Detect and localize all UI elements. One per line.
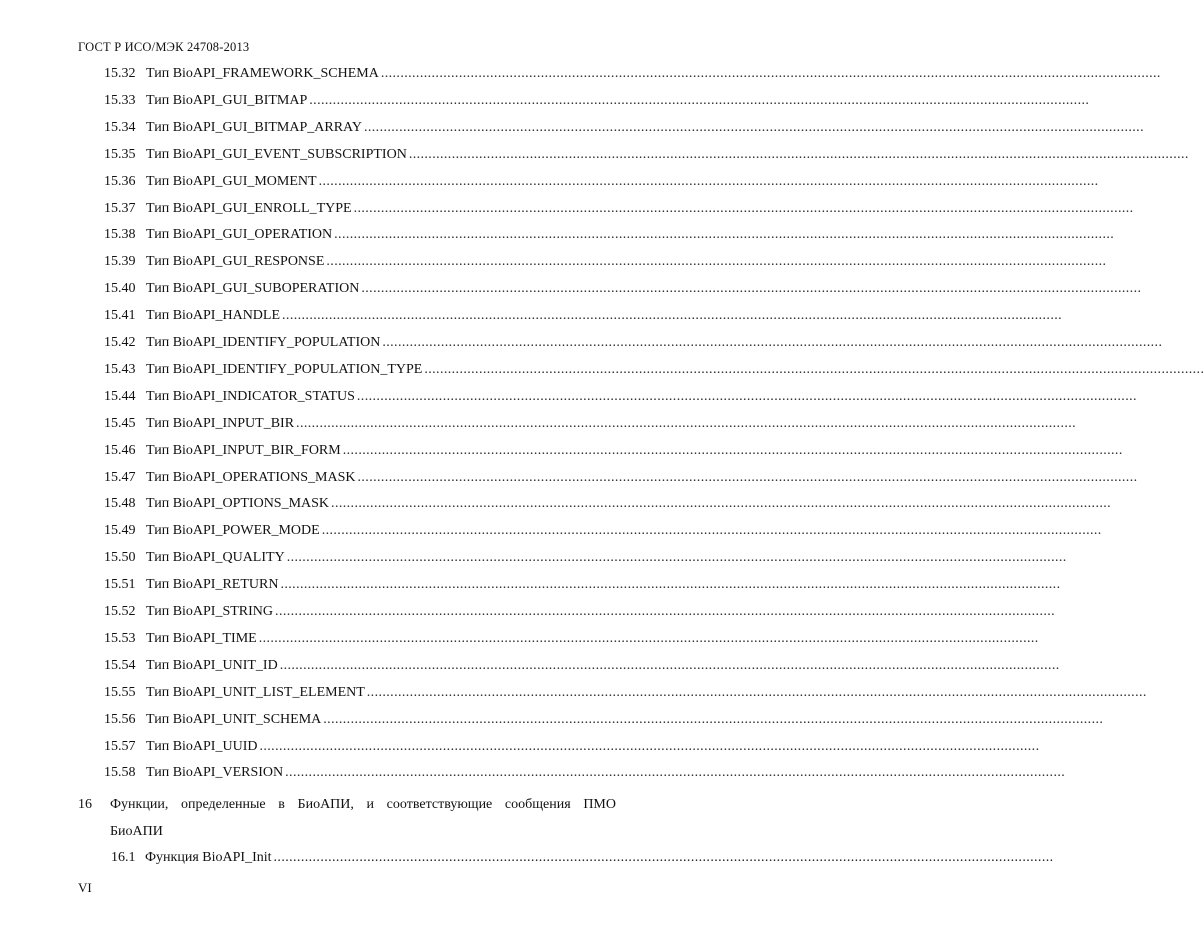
toc-entry-title: Тип BioAPI_UNIT_LIST_ELEMENT bbox=[146, 684, 365, 700]
toc-entry-number: 15.42 bbox=[104, 335, 136, 350]
toc-leader-dots: ........................................................................................................................................................................................................ bbox=[366, 684, 1147, 700]
toc-entry-title: Тип BioAPI_GUI_ENROLL_TYPE bbox=[146, 200, 352, 216]
toc-leader-dots: ........................................................................................................................................................................................................ bbox=[363, 119, 1144, 135]
toc-entry-number: 15.45 bbox=[104, 415, 136, 431]
toc-entry bbox=[104, 577, 1061, 597]
toc-entry-number: 15.41 bbox=[104, 308, 136, 324]
toc-leader-dots: ........................................................................................................................................................................................................ bbox=[342, 442, 1123, 458]
toc-leader-dots: ........................................................................................................................................................................................................ bbox=[356, 388, 1137, 404]
toc-entry-title: Тип BioAPI_GUI_BITMAP_ARRAY bbox=[146, 119, 362, 135]
toc-entry-title: Тип BioAPI_POWER_MODE bbox=[146, 523, 320, 539]
toc-entry-title: Тип BioAPI_INDICATOR_STATUS bbox=[146, 388, 355, 404]
toc-entry-number: 15.37 bbox=[104, 200, 136, 216]
toc-entry bbox=[104, 765, 1066, 785]
toc-leader-dots: ........................................................................................................................................................................................................ bbox=[361, 281, 1142, 297]
toc-entry bbox=[104, 281, 1142, 301]
toc-leader-dots: ........................................................................................................................................................................................................ bbox=[334, 227, 1115, 243]
toc-entry bbox=[104, 66, 1161, 86]
toc-leader-dots: ........................................................................................................................................................................................................ bbox=[285, 765, 1066, 781]
toc-entry bbox=[104, 92, 1090, 113]
toc-entry bbox=[104, 173, 1099, 194]
toc-entry bbox=[104, 388, 1137, 409]
toc-leader-dots: ........................................................................................................................................................................................................ bbox=[424, 361, 1204, 377]
toc-entry-title: Тип BioAPI_FRAMEWORK_SCHEMA bbox=[146, 66, 379, 81]
toc-entry bbox=[104, 684, 1147, 705]
toc-entry-number: 16.1 bbox=[111, 850, 136, 865]
toc-leader-dots: ........................................................................................................................................................................................................ bbox=[323, 711, 1104, 727]
toc-entry-number: 15.47 bbox=[104, 469, 136, 485]
toc-entry-number: 15.40 bbox=[104, 281, 136, 297]
toc-leader-dots: ........................................................................................................................................................................................................ bbox=[280, 577, 1061, 593]
running-header: ГОСТ Р ИСО/МЭК 24708-2013 bbox=[78, 40, 250, 54]
toc-leader-dots: ........................................................................................................................................................................................................ bbox=[259, 738, 1040, 754]
toc-entry-number: 15.56 bbox=[104, 711, 136, 727]
toc-entry-number: 15.46 bbox=[104, 442, 136, 458]
toc-entry bbox=[104, 604, 1056, 624]
toc-entry bbox=[104, 550, 1067, 570]
section-number: 16 bbox=[78, 797, 92, 812]
toc-entry-title: Тип BioAPI_HANDLE bbox=[146, 308, 281, 324]
toc-leader-dots: ........................................................................................................................................................................................................ bbox=[380, 66, 1161, 81]
toc-leader-dots: ........................................................................................................................................................................................................ bbox=[309, 92, 1090, 108]
toc-entry-title: Тип BioAPI_IDENTIFY_POPULATION bbox=[146, 335, 381, 350]
toc-entry bbox=[104, 496, 1112, 516]
toc-entry-number: 15.44 bbox=[104, 388, 136, 404]
toc-entry-title: Тип BioAPI_UNIT_ID bbox=[146, 657, 278, 673]
toc-entry-number: 15.32 bbox=[104, 66, 136, 81]
toc-leader-dots: ........................................................................................................................................................................................................ bbox=[357, 469, 1138, 485]
toc-leader-dots: ........................................................................................................................................................................................................ bbox=[331, 496, 1112, 512]
toc-entry-number: 15.49 bbox=[104, 523, 136, 539]
toc-entry bbox=[104, 200, 1134, 221]
toc-entry-number: 15.36 bbox=[104, 173, 136, 189]
toc-leader-dots: ........................................................................................................................................................................................................ bbox=[382, 335, 1163, 350]
toc-entry-title: Тип BioAPI_UNIT_SCHEMA bbox=[146, 711, 322, 727]
toc-entry bbox=[104, 711, 1104, 732]
toc-entry bbox=[104, 361, 1204, 382]
toc-entry-title: Тип BioAPI_TIME bbox=[146, 630, 257, 646]
toc-entry bbox=[104, 308, 1063, 328]
toc-entry-title: Тип BioAPI_GUI_SUBOPERATION bbox=[146, 281, 360, 297]
toc-entry-number: 15.53 bbox=[104, 630, 136, 646]
toc-entry-title: Тип BioAPI_GUI_BITMAP bbox=[146, 92, 308, 108]
toc-leader-dots: ........................................................................................................................................................................................................ bbox=[275, 604, 1056, 619]
toc-entry-16-1 bbox=[111, 850, 1054, 870]
toc-entry-title: Тип BioAPI_INPUT_BIR_FORM bbox=[146, 442, 341, 458]
toc-leader-dots: ........................................................................................................................................................................................................ bbox=[321, 523, 1102, 539]
toc-entry bbox=[104, 469, 1138, 490]
toc-entry-number: 15.52 bbox=[104, 604, 136, 619]
toc-entry bbox=[104, 630, 1039, 651]
toc-entry bbox=[104, 415, 1077, 436]
toc-leader-dots: ........................................................................................................................................................................................................ bbox=[286, 550, 1067, 566]
toc-leader-dots: ........................................................................................................................................................................................................ bbox=[258, 630, 1039, 646]
toc-entry-number: 15.33 bbox=[104, 92, 136, 108]
toc-entry-title: Тип BioAPI_GUI_MOMENT bbox=[146, 173, 317, 189]
toc-entry bbox=[104, 738, 1040, 759]
toc-leader-dots: ........................................................................................................................................................................................................ bbox=[353, 200, 1134, 216]
toc-entry-title: Тип BioAPI_GUI_EVENT_SUBSCRIPTION bbox=[146, 146, 407, 162]
toc-entry-number: 15.34 bbox=[104, 119, 136, 135]
toc-entry-number: 15.38 bbox=[104, 227, 136, 243]
toc-entry-number: 15.51 bbox=[104, 577, 136, 593]
section-title-line-1: Функции, определенные в БиоАПИ, и соответствующие сообщения ПМО bbox=[110, 797, 616, 812]
toc-entry-number: 15.50 bbox=[104, 550, 136, 566]
toc-leader-dots: ........................................................................................................................................................................................................ bbox=[273, 850, 1054, 865]
toc-entry bbox=[104, 119, 1144, 140]
toc-entry-title: Тип BioAPI_GUI_RESPONSE bbox=[146, 254, 325, 270]
toc-entry-title: Тип BioAPI_QUALITY bbox=[146, 550, 285, 566]
toc-entry-number: 15.54 bbox=[104, 657, 136, 673]
toc-entry-number: 15.43 bbox=[104, 361, 136, 377]
toc-entry-title: Тип BioAPI_VERSION bbox=[146, 765, 284, 781]
toc-entry-number: 15.57 bbox=[104, 738, 136, 754]
toc-entry-title: Тип BioAPI_OPTIONS_MASK bbox=[146, 496, 330, 512]
toc-entry-title: Тип BioAPI_RETURN bbox=[146, 577, 279, 593]
toc-entry-title: Тип BioAPI_INPUT_BIR bbox=[146, 415, 295, 431]
toc-entry-title: Тип BioAPI_IDENTIFY_POPULATION_TYPE bbox=[146, 361, 423, 377]
toc-entry-number: 15.35 bbox=[104, 146, 136, 162]
toc-leader-dots: ........................................................................................................................................................................................................ bbox=[318, 173, 1099, 189]
toc-entry bbox=[104, 442, 1123, 463]
toc-entry-number: 15.48 bbox=[104, 496, 136, 512]
toc-entry-number: 15.55 bbox=[104, 684, 136, 700]
section-title-line-2: БиоАПИ bbox=[110, 824, 163, 839]
toc-entry-title: Тип BioAPI_OPERATIONS_MASK bbox=[146, 469, 356, 485]
toc-entry bbox=[104, 657, 1060, 678]
toc-entry bbox=[104, 335, 1163, 355]
toc-leader-dots: ........................................................................................................................................................................................................ bbox=[326, 254, 1107, 270]
toc-entry bbox=[104, 146, 1189, 167]
toc-entry bbox=[104, 523, 1102, 543]
toc-leader-dots: ........................................................................................................................................................................................................ bbox=[279, 657, 1060, 673]
toc-entry-title: Тип BioAPI_GUI_OPERATION bbox=[146, 227, 333, 243]
toc-entry bbox=[104, 254, 1107, 274]
toc-leader-dots: ........................................................................................................................................................................................................ bbox=[282, 308, 1063, 324]
toc-entry-title: Функция BioAPI_Init bbox=[145, 850, 272, 865]
toc-leader-dots: ........................................................................................................................................................................................................ bbox=[408, 146, 1189, 162]
toc-entry-title: Тип BioAPI_STRING bbox=[146, 604, 274, 619]
toc-entry-title: Тип BioAPI_UUID bbox=[146, 738, 258, 754]
toc-entry bbox=[104, 227, 1115, 247]
toc-leader-dots: ........................................................................................................................................................................................................ bbox=[296, 415, 1077, 431]
toc-entry-number: 15.39 bbox=[104, 254, 136, 270]
toc-entry-number: 15.58 bbox=[104, 765, 136, 781]
page-number: VI bbox=[78, 880, 92, 895]
